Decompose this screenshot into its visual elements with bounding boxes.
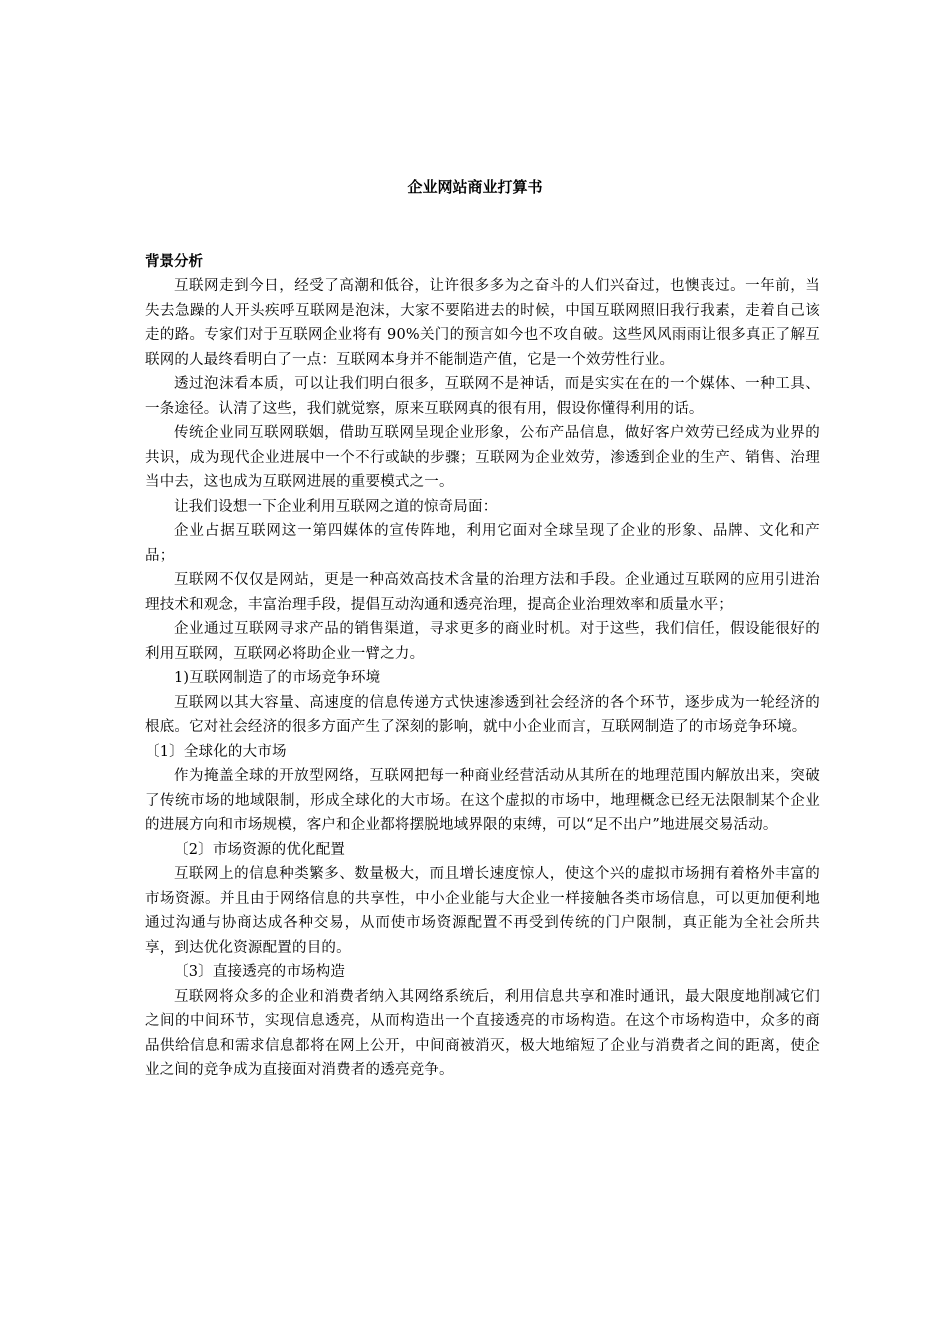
paragraph-3: 传统企业同互联网联姻，借助互联网呈现企业形象，公布产品信息，做好客户效劳已经成为业界的共识，成为现代企业进展中一个不行或缺的步骤；互联网为企业效劳，渗透到企业的生产、销售、治理当中去，这也成为互联网进展的重要模式之一。 — [145, 425, 820, 490]
document-body — [145, 250, 820, 1083]
paragraph-9: 作为掩盖全球的开放型网络，互联网把每一种商业经营活动从其所在的地理范围内解放出来，突破了传统市场的地域限制，形成全球化的大市场。在这个虚拟的市场中，地理概念已经无法限制某个企业的进展方向和市场规模，客户和企业都将摆脱地域界限的束缚，可以“足不出户”地进展交易活动。 — [145, 768, 820, 833]
subheading-global-market: 〔1〕全球化的大市场 — [145, 743, 287, 760]
paragraph-1: 互联网走到今日，经受了高潮和低谷，让许很多多为之奋斗的人们兴奋过，也懊丧过。一年前，当失去急躁的人开头疾呼互联网是泡沫，大家不要陷进去的时候，中国互联网照旧我行我素，走着自己该走的路。专家们对于互联网企业将有 90%关门的预言如今也不攻自破。这些风风雨雨让很多真正了解互联网的人最终看明白了一点：互联网本身并不能制造产值，它是一个效劳性行业。 — [145, 278, 820, 368]
paragraph-11: 互联网将众多的企业和消费者纳入其网络系统后，利用信息共享和准时通讯，最大限度地削减它们之间的中间环节，实现信息透亮，从而构造出一个直接透亮的市场构造。在这个市场构造中，众多的商品供给信息和需求信息都将在网上公开，中间商被消灭，极大地缩短了企业与消费者之间的距离，使企业之间的竞争成为直接面对消费者的透亮竞争。 — [145, 988, 820, 1078]
paragraph-10: 互联网上的信息种类繁多、数量极大，而且增长速度惊人，使这个兴的虚拟市场拥有着格外丰富的市场资源。并且由于网络信息的共享性，中小企业能与大企业一样接触各类市场信息，可以更加便利地通过沟通与协商达成各种交易，从而使市场资源配置不再受到传统的门户限制，真正能为全社会所共享，到达优化资源配置的目的。 — [145, 866, 820, 956]
paragraph-6: 互联网不仅仅是网站，更是一种高效高技术含量的治理方法和手段。企业通过互联网的应用引进治理技术和观念，丰富治理手段，提倡互动沟通和透亮治理，提高企业治理效率和质量水平； — [145, 572, 820, 613]
paragraph-5: 企业占据互联网这一第四媒体的宣传阵地，利用它面对全球呈现了企业的形象、品牌、文化和产品； — [145, 523, 820, 564]
subheading-market-structure: 〔3〕直接透亮的市场构造 — [174, 964, 346, 980]
document-title: 企业网站商业打算书 — [407, 178, 543, 196]
paragraph-7: 企业通过互联网寻求产品的销售渠道，寻求更多的商业时机。对于这些，我们信任，假设能很好的利用互联网，互联网必将助企业一臂之力。 — [145, 621, 820, 662]
section-heading: 背景分析 — [145, 254, 203, 270]
paragraph-2: 透过泡沫看本质，可以让我们明白很多，互联网不是神话，而是实实在在的一个媒体、一种工具、一条途径。认清了这些，我们就觉察，原来互联网真的很有用，假设你懂得利用的话。 — [145, 376, 820, 417]
paragraph-8: 互联网以其大容量、高速度的信息传递方式快速渗透到社会经济的各个环节，逐步成为一轮经济的根底。它对社会经济的很多方面产生了深刻的影响，就中小企业而言，互联网制造了的市场竞争环境。 — [145, 694, 820, 735]
paragraph-4: 让我们设想一下企业利用互联网之道的惊奇局面： — [174, 498, 498, 515]
subheading-1: 1)互联网制造了的市场竞争环境 — [174, 670, 381, 686]
subheading-resource-allocation: 〔2〕市场资源的优化配置 — [174, 841, 346, 858]
